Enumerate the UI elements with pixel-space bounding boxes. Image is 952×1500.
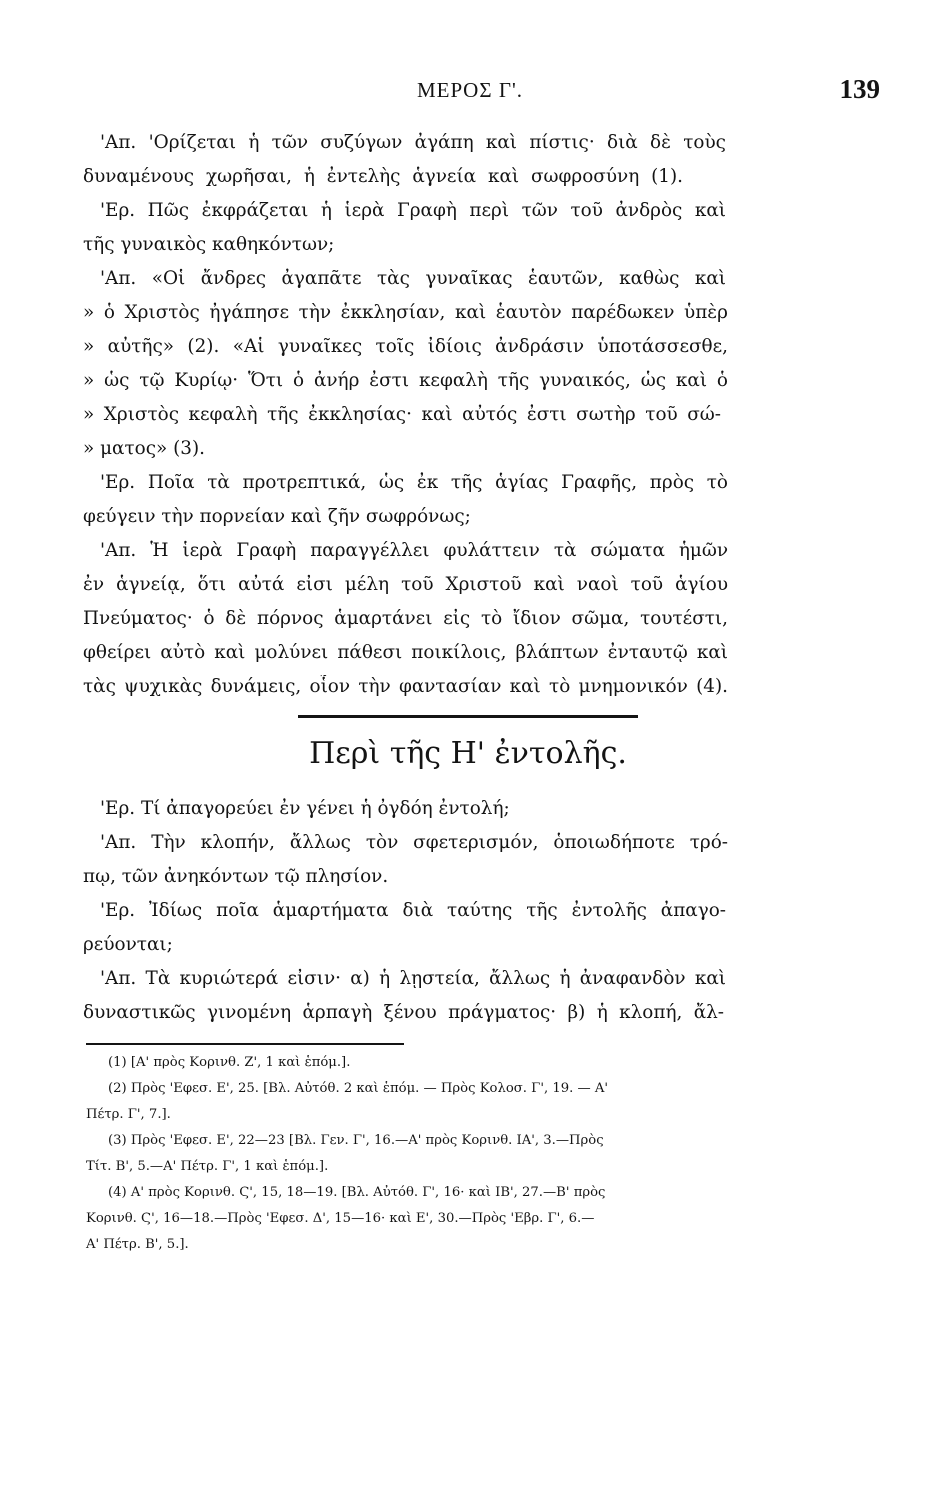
footnote-line: (4) Α' πρὸς Κορινθ. Ϛ', 15, 18—19. [Βλ. Αὐτόθ. Γ', 16· καὶ ΙΒ', 27.—Β' πρὸς [108,1185,606,1200]
footnote-line: (2) Πρὸς 'Εφεσ. Ε', 25. [Βλ. Αὐτόθ. 2 καὶ ἑπόμ. — Πρὸς Κολοσ. Γ', 19. — Α' [108,1081,609,1096]
footnote-line: (1) [Α' πρὸς Κορινθ. Ζ', 1 καὶ ἑπόμ.]. [108,1055,351,1070]
text-line: 'Απ. 'Ορίζεται ἡ τῶν συζύγων ἀγάπη καὶ πίστις· διὰ δὲ τοὺς [100,132,726,153]
text-line: 'Απ. Ἡ ἱερὰ Γραφὴ παραγγέλλει φυλάττειν τὰ σώματα ἡμῶν [100,540,728,561]
text-line: Πνεύματος· ὁ δὲ πόρνος ἁμαρτάνει εἰς τὸ ἴδιον σῶμα, τουτέστι, [83,608,728,629]
text-line: 'Απ. Τὴν κλοπήν, ἄλλως τὸν σφετερισμόν, ὁποιωδήποτε τρό- [100,832,728,853]
footnote-line: Α' Πέτρ. Β', 5.]. [86,1237,189,1252]
text-line: φθείρει αὐτὸ καὶ μολύνει πάθεσι ποικίλοις, βλάπτων ἐνταυτῷ καὶ [83,642,728,663]
text-line: ἐν ἁγνείᾳ, ὅτι αὐτά εἰσι μέλη τοῦ Χριστοῦ καὶ ναοὶ τοῦ ἁγίου [83,574,728,595]
text-line: δυναστικῶς γινομένη ἁρπαγὴ ξένου πράγματος· β) ἡ κλοπή, ἄλ- [83,1002,724,1023]
text-line: δυναμένους χωρῆσαι, ἡ ἐντελὴς ἁγνεία καὶ σωφροσύνη (1). [83,166,683,187]
text-line: 'Ερ. Ποῖα τὰ προτρεπτικά, ὡς ἐκ τῆς ἁγίας Γραφῆς, πρὸς τὸ [100,472,728,493]
page-number: 139 [839,74,880,104]
running-title: ΜΕΡΟΣ Γ'. [417,78,523,102]
text-line: 'Ερ. Τί ἀπαγορεύει ἐν γένει ἡ ὀγδόη ἐντολή; [100,798,510,819]
footnote-line: (3) Πρὸς 'Εφεσ. Ε', 22—23 [Βλ. Γεν. Γ', 16.—Α' πρὸς Κορινθ. ΙΑ', 3.—Πρὸς [108,1133,604,1148]
text-line: 'Ερ. Πῶς ἐκφράζεται ἡ ἱερὰ Γραφὴ περὶ τῶν τοῦ ἀνδρὸς καὶ [100,200,726,221]
text-line: πῳ, τῶν ἀνηκόντων τῷ πλησίον. [83,866,389,887]
text-line: 'Απ. «Οἱ ἄνδρες ἀγαπᾶτε τὰς γυναῖκας ἑαυτῶν, καθὼς καὶ [100,268,726,289]
footnote-line: Κορινθ. Ϛ', 16—18.—Πρὸς 'Εφεσ. Δ', 15—16· καὶ Ε', 30.—Πρὸς 'Εβρ. Γ', 6.— [86,1211,595,1226]
text-line: τὰς ψυχικὰς δυνάμεις, οἷον τὴν φαντασίαν καὶ τὸ μνημονικόν (4). [83,676,728,697]
text-line: » αὐτῆς» (2). «Αἱ γυναῖκες τοῖς ἰδίοις ἀνδράσιν ὑποτάσσεσθε, [83,336,728,357]
text-line: » ὡς τῷ Κυρίῳ· Ὅτι ὁ ἀνήρ ἐστι κεφαλὴ τῆς γυναικός, ὡς καὶ ὁ [83,370,728,391]
text-line: » ματος» (3). [83,438,206,459]
text-line: τῆς γυναικὸς καθηκόντων; [83,234,335,255]
text-line: 'Απ. Τὰ κυριώτερά εἰσιν· α) ἡ λῃστεία, ἄλλως ἡ ἀναφανδὸν καὶ [100,968,726,989]
text-line: ρεύονται; [83,934,173,955]
footnote-line: Πέτρ. Γ', 7.]. [86,1107,171,1122]
text-line: 'Ερ. Ἰδίως ποῖα ἁμαρτήματα διὰ ταύτης τῆς ἐντολῆς ἀπαγο- [100,900,726,921]
footnote-line: Τίτ. Β', 5.—Α' Πέτρ. Γ', 1 καὶ ἑπόμ.]. [86,1159,329,1174]
text-line: » ὁ Χριστὸς ἠγάπησε τὴν ἐκκλησίαν, καὶ ἑαυτὸν παρέδωκεν ὑπὲρ [83,302,728,323]
text-line: » Χριστὸς κεφαλὴ τῆς ἐκκλησίας· καὶ αὐτός ἐστι σωτὴρ τοῦ σώ- [83,404,721,425]
text-line: φεύγειν τὴν πορνείαν καὶ ζῆν σωφρόνως; [83,506,471,527]
section-heading: Περὶ τῆς Η' ἐντολῆς. [309,736,627,771]
